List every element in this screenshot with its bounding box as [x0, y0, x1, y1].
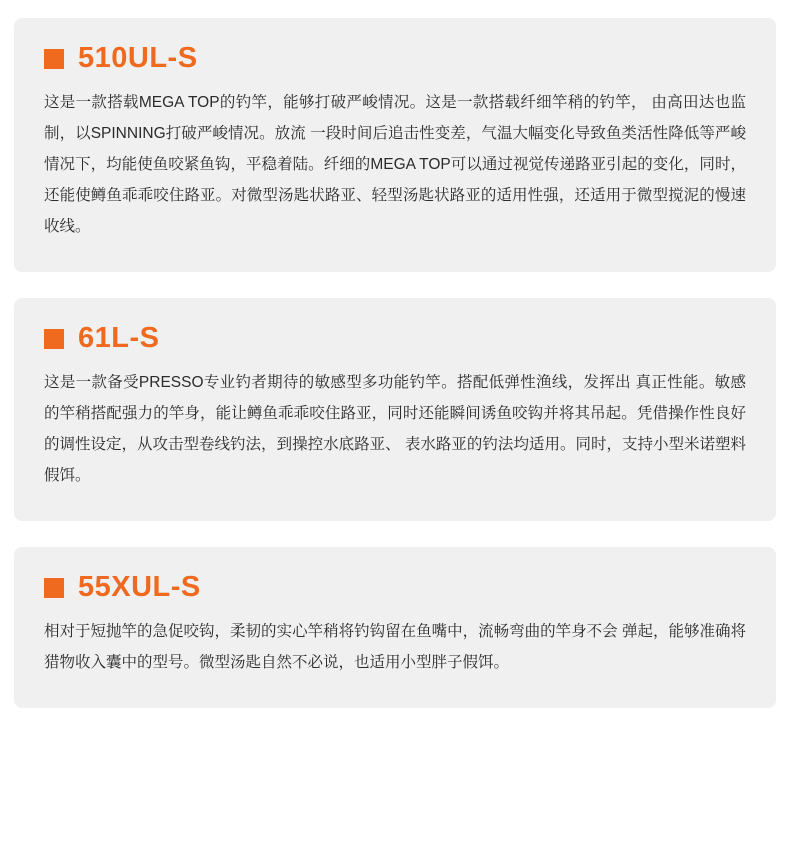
square-bullet-icon [44, 49, 64, 69]
spec-card [14, 18, 776, 272]
spec-card-header [44, 573, 746, 602]
square-bullet-icon [44, 578, 64, 598]
model-title: 55XUL-S [78, 571, 201, 603]
model-description: 相对于短抛竿的急促咬钩，柔韧的实心竿稍将钓钩留在鱼嘴中，流畅弯曲的竿身不会 弹起，能够准确将猎物收入囊中的型号。微型汤匙自然不必说，也适用小型胖子假饵。 [44, 623, 746, 671]
spec-card-header [44, 324, 746, 353]
model-title: 61L-S [78, 322, 160, 354]
model-description: 这是一款备受PRESSO专业钓者期待的敏感型多功能钓竿。搭配低弹性渔线，发挥出 真正性能。敏感的竿稍搭配强力的竿身，能让鳟鱼乖乖咬住路亚，同时还能瞬间诱鱼咬钩并将其吊起。凭借操作性良好的调性设定，从攻击型卷线钓法，到操控水底路亚、 表水路亚的钓法均适用。同时，支持小型米诺塑料假饵。 [44, 374, 746, 484]
square-bullet-icon [44, 329, 64, 349]
spec-card [14, 298, 776, 521]
model-description: 这是一款搭载MEGA TOP的钓竿，能够打破严峻情况。这是一款搭载纤细竿稍的钓竿， 由高田达也监制，以SPINNING打破严峻情况。放流 一段时间后追击性变差，气温大幅变化导致鱼类活性降低等严峻情况下，均能使鱼咬紧鱼钩，平稳着陆。纤细的MEGA TOP可以通过视觉传递路亚引起的变化，同时，还能使鳟鱼乖乖咬住路亚。对微型汤匙状路亚、轻型汤匙状路亚的适用性强，还适用于微型搅泥的慢速收线。 [44, 94, 746, 235]
model-title: 510UL-S [78, 42, 198, 74]
spec-card-header [44, 44, 746, 73]
spec-card [14, 547, 776, 708]
